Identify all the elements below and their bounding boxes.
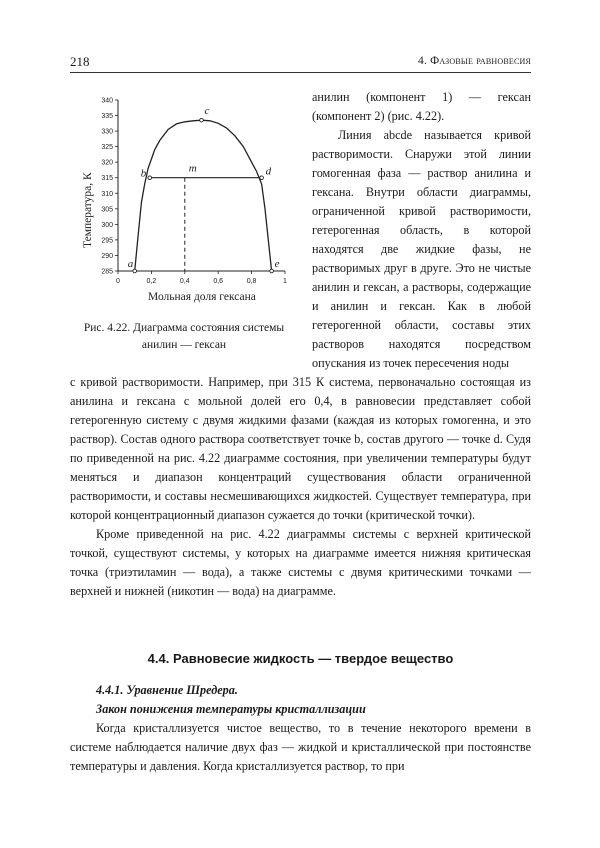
page-number: 218 [70,54,90,69]
y-tick-label: 320 [101,159,113,167]
x-tick-label: 0 [116,278,120,285]
x-axis-title: Мольная доля гексана [148,291,256,303]
body-paragraph-1: с кривой растворимости. Например, при 315 К система, первоначально состоящая из анилина и гексана с мольной долей его 0,4, в равновесии представляет собой гетерогенную систему с двумя жидкими фазами (каждая из которых гомогенна, и это раствор). Состав одного раствора соответствует точке b, состав другого — точке d. Судя по приведенной на рис. 4.22 диаграмме состояния, при увеличении температуры будут меняться и диапазон концентраций существования области ограниченной растворимости, и составы несмешивающихся жидкостей. Существует температура, при которой концентрационный диапазон сужается до точки (критической точки). [70,375,531,522]
x-tick-label: 0,4 [179,278,190,285]
point-d-label: d [265,165,272,178]
y-tick-label: 300 [101,221,113,229]
header-rule [70,72,531,73]
y-tick-label: 315 [101,175,113,183]
point-c-label: c [204,105,210,118]
y-tick-label: 305 [101,206,113,214]
subsection-title: 4.4.1. Уравнение Шредера. [96,683,238,697]
x-tick-label: 1 [283,278,287,285]
phase-diagram-chart [70,88,298,308]
point-c-marker [200,118,204,122]
point-m-label: m [188,162,197,175]
y-tick-label: 330 [101,128,113,136]
x-tick-label: 0,6 [213,278,224,285]
subsection-subtitle: Закон понижения температуры кристаллизации [96,702,366,716]
y-tick-label: 290 [101,252,113,260]
x-tick-label: 0,8 [246,278,257,285]
x-axis-ticks [116,271,287,285]
y-axis-ticks [101,98,118,276]
body-paragraph-2: Кроме приведенной на рис. 4.22 диаграммы системы с верхней критической точкой, существуют системы, у которых на диаграмме имеется нижняя критическая точка (триэтиламин — вода), а также системы с двумя критическими точками — верхней и нижней (никотин — вода) на диаграмме. [70,527,531,598]
y-tick-label: 295 [101,237,113,245]
point-e-marker [270,269,274,273]
body-paragraph-3: Когда кристаллизуется чистое вещество, то в течение некоторого времени в системе наблюдается наличие двух фаз — жидкой и кристаллической при постоянстве температуры и давления. Когда кристаллизуется раствор, то при [70,721,531,773]
figure-caption: Рис. 4.22. Диаграмма состояния системы анилин — гексан [83,322,285,351]
y-tick-label: 285 [101,268,113,276]
section-heading: 4.4. Равновесие жидкость — твердое вещество [147,651,454,666]
page-header [70,54,531,70]
y-tick-label: 325 [101,144,113,152]
y-axis-title: Температура, К [82,172,94,248]
point-a-marker [133,269,137,273]
y-tick-label: 340 [101,97,113,105]
side-paragraph-1: анилин (компонент 1) — гексан (компонент 2) (рис. 4.22). [312,90,531,123]
point-b-label: b [140,167,147,180]
curve-points [128,105,280,273]
point-b-marker [148,176,152,180]
side-paragraph-2: Линия abcde называется кривой растворимости. Снаружи этой линии гомогенная фаза — раствор анилина и гексана. Внутри области диаграммы, ограниченной кривой растворимости, гетерогенная область, в которой находятся две жидкие фазы, не растворимых друг в друге. Это не чистые анилин и гексан, а растворы, содержащие и анилин и гексан. Как в любой гетерогенной области, составы этих растворов находятся посредством опускания из точек пересечения ноды [312,128,531,370]
solubility-curve [135,120,272,271]
running-title: 4. Фазовые равновесия [418,55,531,67]
y-tick-label: 310 [101,190,113,198]
point-d-marker [260,176,264,180]
figure-4-22 [70,88,298,354]
x-tick-label: 0,2 [146,278,157,285]
body-paragraphs [70,373,531,601]
body-paragraph-3-block [70,719,531,776]
point-a-label: a [127,258,134,270]
y-tick-label: 335 [101,113,113,121]
side-column-text [312,88,531,373]
point-e-label: e [274,258,280,270]
